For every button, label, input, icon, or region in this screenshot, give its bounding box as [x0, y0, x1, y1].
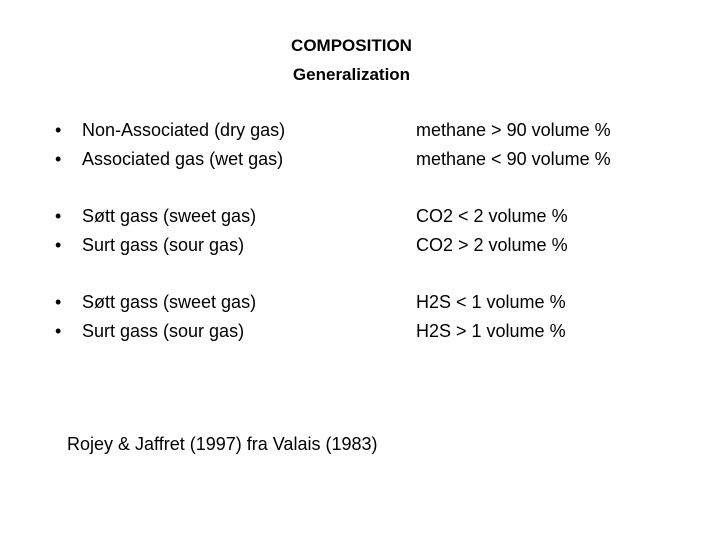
bullet-icon: •: [55, 321, 62, 341]
bullet-icon: •: [55, 149, 62, 169]
criterion-value: H2S < 1 volume %: [416, 292, 566, 312]
gas-type-label: Surt gass (sour gas): [82, 321, 245, 341]
slide-title: [0, 31, 703, 89]
criterion-value: CO2 < 2 volume %: [416, 206, 568, 226]
co2-classification-group: [0, 202, 720, 262]
bullet-icon: •: [55, 206, 62, 226]
methane-classification-group: [0, 116, 720, 176]
criterion-value: H2S > 1 volume %: [416, 321, 566, 341]
title-line-composition: COMPOSITION: [291, 36, 412, 55]
bullet-icon: •: [55, 120, 62, 140]
classification-row: [0, 116, 720, 145]
title-line-generalization: Generalization: [292, 65, 411, 84]
classification-row: [0, 317, 720, 346]
criterion-value: CO2 > 2 volume %: [416, 235, 568, 255]
bullet-icon: •: [55, 235, 62, 255]
bullet-icon: •: [55, 292, 62, 312]
gas-type-label: Søtt gass (sweet gas): [82, 206, 257, 226]
source-reference: Rojey & Jaffret (1997) fra Valais (1983): [67, 434, 378, 454]
gas-type-label: Associated gas (wet gas): [82, 149, 284, 169]
gas-type-label: Non-Associated (dry gas): [82, 120, 286, 140]
criterion-value: methane < 90 volume %: [416, 149, 611, 169]
gas-type-label: Surt gass (sour gas): [82, 235, 245, 255]
classification-row: [0, 231, 720, 260]
criterion-value: methane > 90 volume %: [416, 120, 611, 140]
classification-row: [0, 288, 720, 317]
h2s-classification-group: [0, 288, 720, 348]
classification-row: [0, 145, 720, 174]
gas-type-label: Søtt gass (sweet gas): [82, 292, 257, 312]
classification-row: [0, 202, 720, 231]
